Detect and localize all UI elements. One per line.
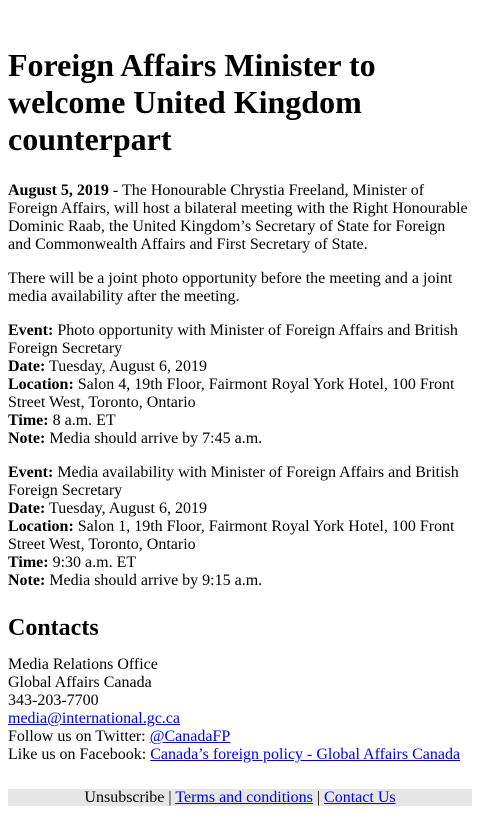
contact-phone: 343-203-7700 <box>8 692 99 709</box>
note-value: Media should arrive by 7:45 a.m. <box>49 430 263 447</box>
contact-department: Global Affairs Canada <box>8 674 152 691</box>
contact-facebook-row <box>8 746 472 764</box>
note-value: Media should arrive by 9:15 a.m. <box>49 572 263 589</box>
note-label: Note: <box>8 430 46 447</box>
location-value: Salon 4, 19th Floor, Fairmont Royal York Hotel, 100 Front Street West, Toronto, Ontario <box>8 376 455 411</box>
footer-separator: | <box>164 789 176 806</box>
dateline: August 5, 2019 <box>8 182 109 199</box>
lede-paragraph <box>8 182 472 254</box>
location-row <box>8 518 472 554</box>
note-row <box>8 572 472 590</box>
time-value: 8 a.m. ET <box>52 412 116 429</box>
contact-twitter-row <box>8 728 472 746</box>
event-block-2 <box>8 464 472 590</box>
event-value: Photo opportunity with Minister of Foreign Affairs and British Foreign Secretary <box>8 322 458 357</box>
time-value: 9:30 a.m. ET <box>52 554 137 571</box>
unsubscribe-text[interactable]: Unsubscribe <box>84 789 165 806</box>
note-label: Note: <box>8 572 46 589</box>
contact-email-row <box>8 710 472 728</box>
lede-text: The Honourable Chrystia Freeland, Minister of Foreign Affairs, will host a bilateral meeting with the Right Honourable Dominic Raab, the United Kingdom’s Secretary of State for Foreign and Commonwealth Affairs and First Secretary of State. <box>8 182 468 253</box>
dateline-separator: - <box>108 182 122 199</box>
time-row <box>8 554 472 572</box>
time-label: Time: <box>8 554 49 571</box>
location-row <box>8 376 472 412</box>
facebook-link[interactable]: Canada’s foreign policy - Global Affairs Canada <box>150 746 461 763</box>
footer-separator: | <box>312 789 325 806</box>
time-row <box>8 412 472 430</box>
page-title: Foreign Affairs Minister to welcome United Kingdom counterpart <box>8 47 376 157</box>
event-row <box>8 322 472 358</box>
date-label: Date: <box>8 358 46 375</box>
note-row <box>8 430 472 448</box>
location-label: Location: <box>8 518 74 535</box>
footer-bar <box>8 789 472 806</box>
event-value: Media availability with Minister of Foreign Affairs and British Foreign Secretary <box>8 464 459 499</box>
contact-office: Media Relations Office <box>8 656 158 673</box>
twitter-link[interactable]: @CanadaFP <box>149 728 231 745</box>
event-label: Event: <box>8 322 54 339</box>
location-label: Location: <box>8 376 74 393</box>
email-link[interactable]: media@international.gc.ca <box>8 710 180 727</box>
event-block-1 <box>8 322 472 448</box>
photo-availability-paragraph: There will be a joint photo opportunity before the meeting and a joint media availability after the meeting. <box>8 270 453 305</box>
event-label: Event: <box>8 464 54 481</box>
date-label: Date: <box>8 500 46 517</box>
date-row <box>8 358 472 376</box>
event-row <box>8 464 472 500</box>
terms-link[interactable]: Terms and conditions <box>175 789 313 806</box>
location-value: Salon 1, 19th Floor, Fairmont Royal York Hotel, 100 Front Street West, Toronto, Ontario <box>8 518 455 553</box>
date-row <box>8 500 472 518</box>
contacts-heading: Contacts <box>8 615 99 641</box>
twitter-label: Follow us on Twitter: <box>8 728 150 745</box>
contact-us-link[interactable]: Contact Us <box>324 789 396 806</box>
date-value: Tuesday, August 6, 2019 <box>49 358 207 375</box>
contacts-block <box>8 656 472 764</box>
date-value: Tuesday, August 6, 2019 <box>49 500 207 517</box>
time-label: Time: <box>8 412 49 429</box>
facebook-label: Like us on Facebook: <box>8 746 151 763</box>
